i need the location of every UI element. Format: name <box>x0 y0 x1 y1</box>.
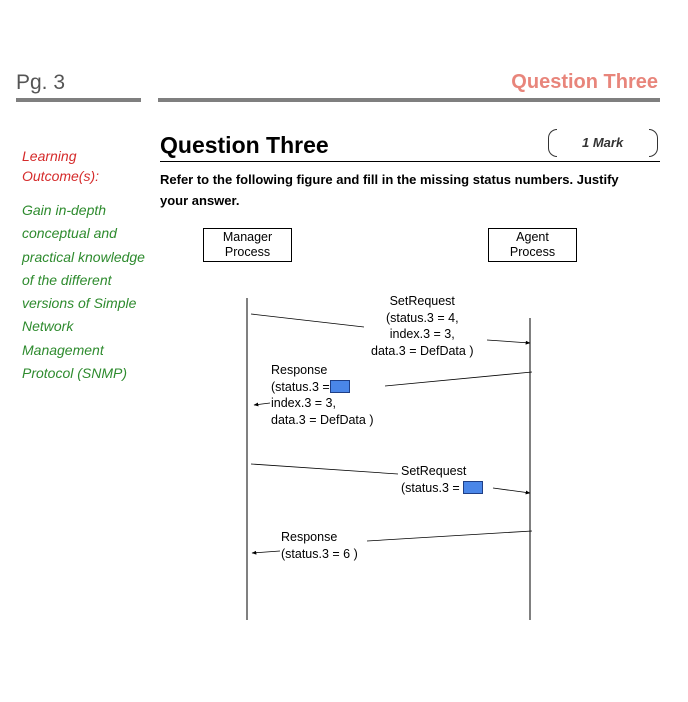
manager-label-line1: Manager <box>222 230 273 244</box>
response-message-2 <box>281 529 358 562</box>
mark-text: 1 Mark <box>582 135 624 150</box>
learning-outcome-text: Gain in-depth conceptual and practical knowledge of the different versions of Simple Network Management Protocol (SNMP) <box>22 202 145 382</box>
setrequest1-arrow-head <box>487 340 530 343</box>
msg2-line1: Response <box>271 363 328 377</box>
setrequest2-arrow-tail <box>251 464 398 474</box>
header-title: Question Three <box>511 71 658 93</box>
response2-arrow-tail <box>367 531 532 541</box>
page-number: Pg. 3 <box>16 71 66 94</box>
msg3-line2-text: (status.3 = <box>401 480 460 495</box>
msg4-line2: (status.3 = 6 ) <box>281 546 358 561</box>
setrequest2-arrow-head <box>493 488 530 493</box>
msg3-line2 <box>401 480 483 497</box>
question-text: Refer to the following figure and fill in the missing status numbers. Justify your answer. <box>160 172 619 208</box>
response2-arrow-head <box>252 551 280 553</box>
msg1-line4: data.3 = DefData ) <box>371 343 474 358</box>
missing-status-blank-2[interactable] <box>463 481 483 494</box>
agent-label-line1: Agent <box>516 230 549 244</box>
manager-label-line2: Process <box>224 245 271 259</box>
response-message-1 <box>271 362 374 428</box>
msg2-line4: data.3 = DefData ) <box>271 412 374 427</box>
response1-arrow-tail <box>385 372 532 386</box>
msg1-line1: SetRequest <box>389 294 455 308</box>
setrequest-message-2 <box>401 463 483 496</box>
msg1-line2: (status.3 = 4, <box>385 310 459 325</box>
msg2-line2 <box>271 379 374 396</box>
msg4-line1: Response <box>281 530 338 544</box>
learning-outcome-label: Learning Outcome(s): <box>22 148 100 184</box>
agent-label-line2: Process <box>509 245 556 259</box>
response1-arrow-head <box>254 403 270 405</box>
question-title: Question Three <box>160 132 329 158</box>
setrequest-message-1 <box>371 293 474 359</box>
msg3-line1: SetRequest <box>401 464 467 478</box>
msg2-line3: index.3 = 3, <box>271 396 336 410</box>
setrequest1-arrow-tail <box>251 314 364 327</box>
msg1-line3: index.3 = 3, <box>389 327 455 341</box>
msg2-line2-text: (status.3 = <box>271 379 330 394</box>
missing-status-blank-1[interactable] <box>330 380 350 393</box>
